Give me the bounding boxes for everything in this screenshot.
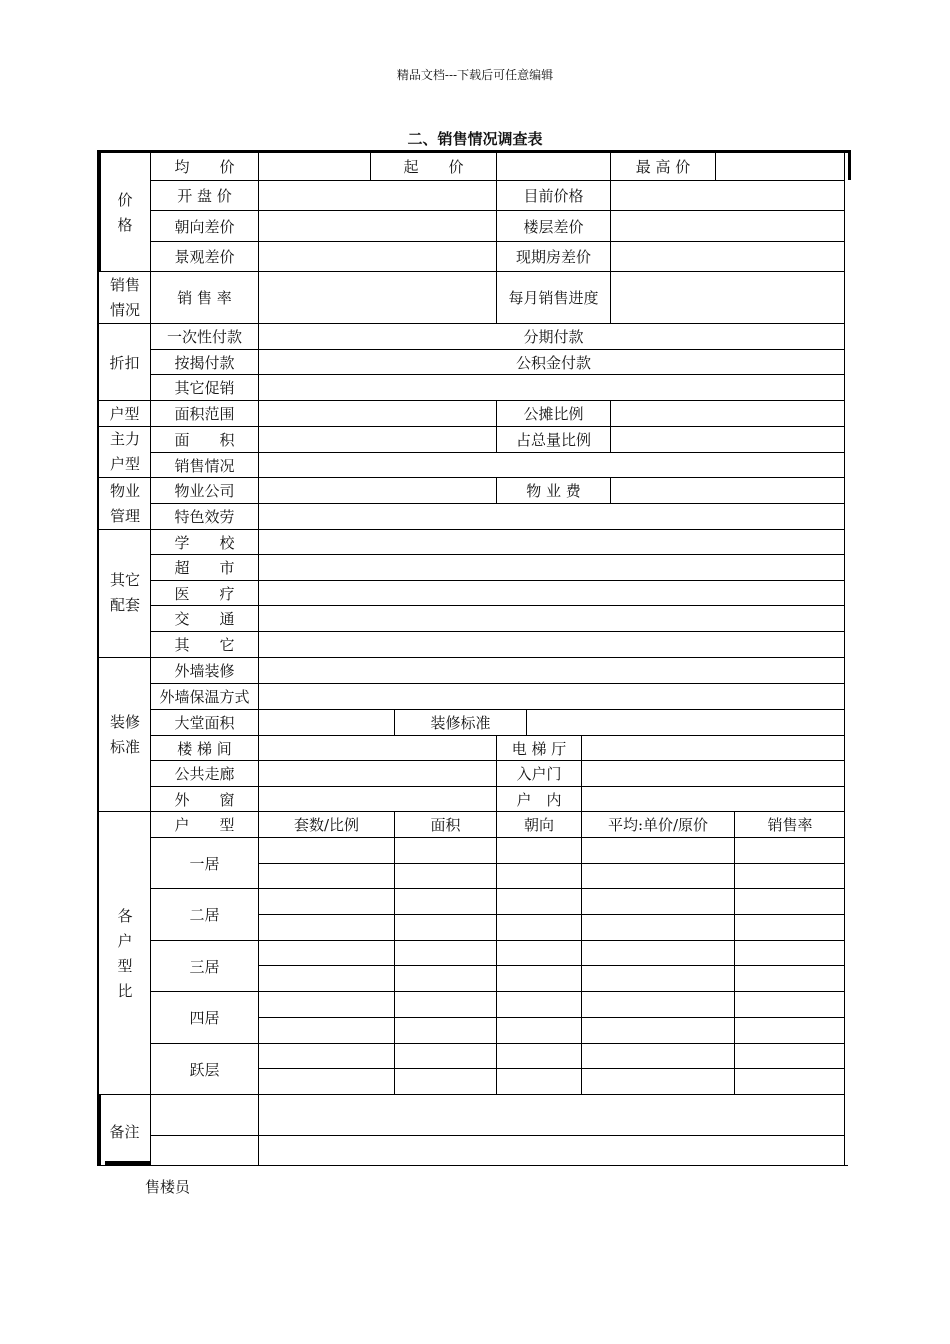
col-orientation: 朝向	[523, 816, 554, 834]
border-left-thick-top	[97, 150, 101, 271]
label-area: 面 积	[174, 431, 235, 449]
label-share-ratio: 公摊比例	[523, 405, 584, 423]
col-area: 面积	[430, 816, 461, 834]
label-monthly-progress: 每月销售进度	[508, 289, 599, 307]
vline-ratio-1	[394, 811, 395, 1094]
header-note: 精品文档---下载后可任意编辑	[396, 68, 554, 82]
hline-ratio-sub5	[258, 1068, 845, 1069]
label-orientation-diff: 朝向差价	[174, 217, 235, 236]
label-entrance-door: 入户门	[516, 765, 562, 783]
vline-r1d	[715, 153, 716, 180]
hline-ratio-sub1	[258, 863, 845, 864]
label-stairwell: 楼 梯 间	[177, 739, 232, 758]
unit-type-label: 二居	[189, 906, 220, 924]
border-bottom	[97, 1165, 848, 1166]
label-current-price: 目前价格	[523, 187, 584, 205]
label-total-ratio: 占总量比例	[515, 431, 591, 449]
label-main-sales: 销售情况	[174, 456, 235, 475]
sales-survey-form	[97, 150, 850, 1166]
label-mortgage: 按揭付款	[174, 353, 235, 372]
group-facilities: 其它配套	[109, 571, 140, 614]
border-left	[97, 150, 99, 1166]
unit-type-label: 三居	[189, 957, 220, 976]
hline-ratio-sub3	[258, 965, 845, 966]
label-traffic: 交 通	[174, 610, 235, 628]
border-right	[844, 150, 845, 1166]
group-ratio: 各户型比	[117, 907, 133, 1000]
label-lump-sum: 一次性付款	[166, 328, 242, 346]
group-decoration: 装修标准	[109, 713, 140, 756]
label-area-range: 面积范围	[174, 405, 235, 423]
vline-label	[258, 150, 259, 1166]
hline-ratio-sub4	[258, 1017, 845, 1018]
hline-ratio-end	[97, 1094, 845, 1095]
group-sales: 销售情况	[109, 276, 140, 319]
vline-ratio-2	[496, 811, 497, 1094]
label-lobby-area: 大堂面积	[174, 714, 235, 732]
col-count-ratio: 套数/比例	[293, 816, 360, 834]
group-price: 价格	[117, 191, 133, 234]
label-elevator-hall: 电 梯 厅	[511, 739, 567, 758]
label-decor-standard: 装修标准	[430, 714, 491, 732]
label-view-diff: 景观差价	[174, 248, 235, 266]
label-fund-payment: 公积金付款	[515, 353, 591, 372]
group-property: 物业管理	[109, 481, 140, 525]
vline-decor-b	[581, 735, 582, 811]
col-unit-type: 户 型	[174, 816, 235, 834]
label-floor-diff: 楼层差价	[523, 217, 584, 236]
col-sales-rate: 销售率	[767, 816, 813, 834]
label-school: 学 校	[174, 533, 235, 552]
label-exterior-wall: 外墙装修	[174, 662, 235, 680]
label-exterior-window: 外 窗	[174, 790, 235, 809]
label-property-company: 物业公司	[174, 482, 235, 500]
label-ready-diff: 现期房差价	[515, 248, 591, 266]
label-other-promo: 其它促销	[174, 379, 235, 397]
label-others: 其 它	[174, 636, 235, 654]
document-title: 二、销售情况调查表	[407, 130, 543, 148]
unit-type-label: 跃层	[189, 1060, 220, 1079]
unit-type-label: 四居	[189, 1009, 220, 1027]
vline-r1b	[496, 153, 497, 180]
label-avg-price: 均 价	[174, 158, 235, 176]
label-indoor: 户 内	[516, 790, 562, 809]
vline-lobby-b	[526, 709, 527, 735]
hline-ratio-sub2	[258, 914, 845, 915]
footer-salesperson: 售楼员	[145, 1178, 191, 1196]
border-bottom-thick	[105, 1161, 150, 1165]
group-main-unit: 主力户型	[109, 430, 140, 473]
label-supermarket: 超 市	[174, 559, 235, 577]
label-sales-rate: 销 售 率	[177, 289, 232, 307]
vline-ratio-3	[581, 811, 582, 1094]
label-installment: 分期付款	[523, 328, 584, 346]
label-special-service: 特色效劳	[174, 508, 235, 526]
label-corridor: 公共走廊	[174, 765, 235, 783]
label-insulation: 外墙保温方式	[159, 688, 250, 706]
label-property-fee: 物 业 费	[526, 482, 581, 500]
hline-remarks-mid	[150, 1135, 845, 1136]
group-discount: 折扣	[109, 353, 140, 372]
group-remarks: 备注	[109, 1122, 140, 1141]
unit-type-label: 一居	[189, 854, 220, 873]
label-medical: 医 疗	[174, 584, 235, 603]
label-open-price: 开 盘 价	[177, 187, 232, 205]
border-right-thick	[848, 150, 851, 180]
vline-mid-b	[610, 180, 611, 323]
col-avg-price: 平均:单价/原价	[607, 816, 709, 834]
vline-ratio-4	[734, 811, 735, 1094]
vline-mid-f	[610, 477, 611, 503]
label-start-price: 起 价	[403, 158, 464, 176]
label-max-price: 最 高 价	[635, 158, 691, 176]
group-unit-type: 户型	[109, 405, 140, 423]
